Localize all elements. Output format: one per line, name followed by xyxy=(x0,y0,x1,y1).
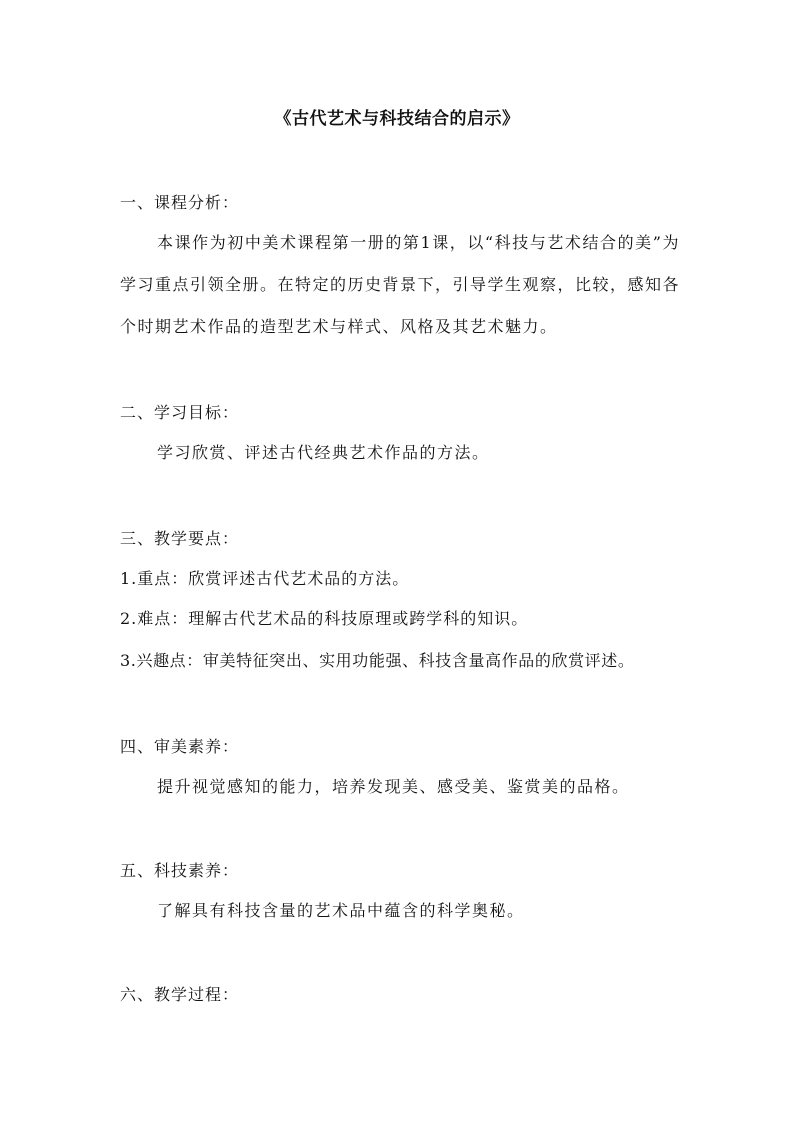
section-heading-tech: 五、科技素养： xyxy=(120,861,240,880)
section-heading-key-points: 三、教学要点： xyxy=(120,529,240,548)
section-body-analysis: 本课作为初中美术课程第一册的第1课，以“科技与艺术结合的美”为学习重点引领全册。在特定的历史背景下，引导学生观察，比较，感知各个时期艺术作品的造型艺术与样式、风格及其艺术魅力。 xyxy=(120,233,681,336)
key-point-item: 1.重点：欣赏评述古代艺术品的方法。 xyxy=(120,569,410,588)
key-point-item: 2.难点：理解古代艺术品的科技原理或跨学科的知识。 xyxy=(120,609,529,628)
section-heading-analysis: 一、课程分析： xyxy=(120,193,240,212)
document-title: 《古代艺术与科技结合的启示》 xyxy=(274,109,520,129)
section-body-tech: 了解具有科技含量的艺术品中蕴含的科学奥秘。 xyxy=(157,901,525,920)
section-body-aesthetic: 提升视觉感知的能力，培养发现美、感受美、鉴赏美的品格。 xyxy=(157,777,630,796)
section-heading-objectives: 二、学习目标： xyxy=(120,403,240,422)
key-point-item: 3.兴趣点：审美特征突出、实用功能强、科技含量高作品的欣赏评述。 xyxy=(120,651,635,670)
section-body-objectives: 学习欣赏、评述古代经典艺术作品的方法。 xyxy=(157,443,490,462)
section-heading-process: 六、教学过程： xyxy=(120,985,240,1004)
section-heading-aesthetic: 四、审美素养： xyxy=(120,737,240,756)
